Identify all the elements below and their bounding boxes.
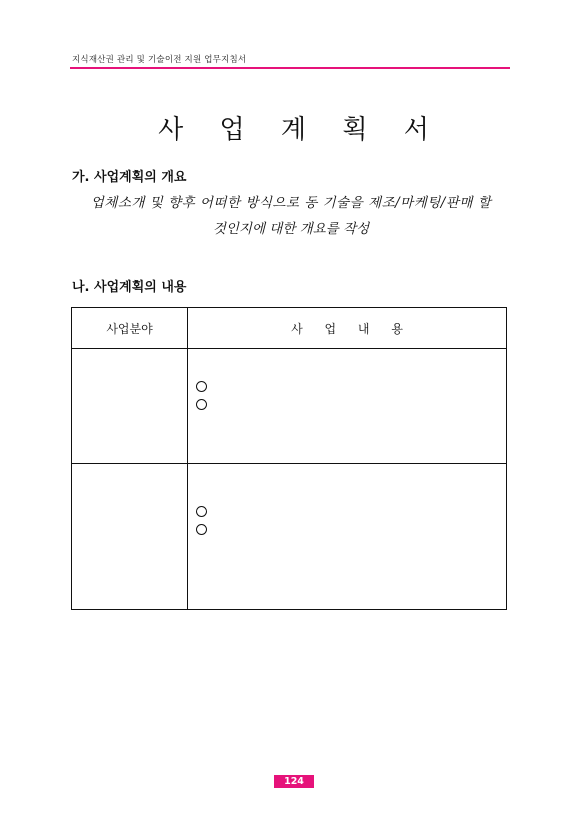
bullet-line <box>196 520 506 538</box>
header-business-field: 사업분야 <box>72 308 188 349</box>
business-field-cell[interactable] <box>72 349 188 464</box>
business-plan-table <box>71 307 507 610</box>
section-b-heading: 나. 사업계획의 내용 <box>72 280 187 295</box>
business-content-cell[interactable] <box>188 464 507 610</box>
bullet-line <box>196 377 506 395</box>
circle-icon <box>196 524 207 535</box>
circle-icon <box>196 399 207 410</box>
business-content-cell[interactable] <box>188 349 507 464</box>
table-row <box>72 349 507 464</box>
header-rule <box>70 67 510 69</box>
header-business-content: 사 업 내 용 <box>188 308 507 349</box>
business-field-cell[interactable] <box>72 464 188 610</box>
running-header: 지식재산권 관리 및 기술이전 지원 업무지침서 <box>72 55 247 65</box>
circle-icon <box>196 506 207 517</box>
table-row <box>72 464 507 610</box>
page-number: 124 <box>274 775 314 788</box>
bullet-line <box>196 502 506 520</box>
circle-icon <box>196 381 207 392</box>
section-a-guide-line-1: 업체소개 및 향후 어떠한 방식으로 동 기술을 제조/마케팅/판매 할 <box>90 195 492 211</box>
document-title: 사 업 계 획 서 <box>158 115 443 146</box>
table-header-row <box>72 308 507 349</box>
section-a-guide-line-2: 것인지에 대한 개요를 작성 <box>212 221 370 237</box>
section-a-heading: 가. 사업계획의 개요 <box>72 170 187 185</box>
bullet-line <box>196 395 506 413</box>
